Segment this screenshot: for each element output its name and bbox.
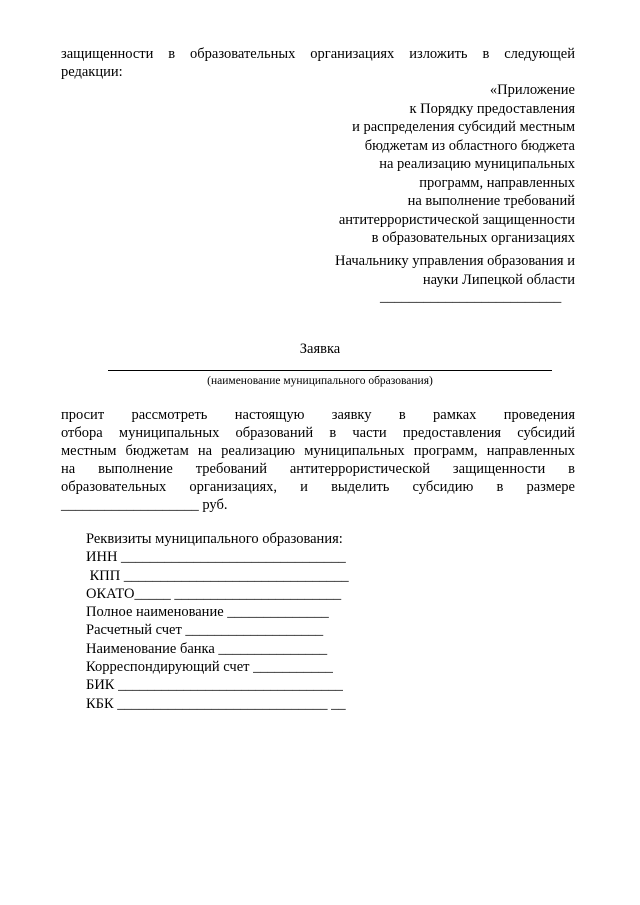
appendix-line: бюджетам из областного бюджета [364, 137, 575, 154]
intro-line-1: защищенности в образовательных организациях изложить в следующей [61, 46, 575, 62]
requisite-okato: ОКАТО_____ _______________________ [86, 585, 342, 602]
municipality-caption: (наименование муниципального образования) [207, 375, 433, 387]
appendix-line: в образовательных организациях [371, 230, 575, 246]
requisite-inn: ИНН _______________________________ [86, 549, 346, 566]
page-title: Заявка [299, 341, 341, 357]
body-line-6: ___________________ руб. [61, 497, 228, 513]
requisite-corr-account: Корреспондирующий счет ___________ [86, 659, 333, 676]
body-line-5: образовательных организациях, и выделить субсидию в размере [61, 479, 575, 495]
body-line-3: местным бюджетам на реализацию муниципальных программ, направленных [61, 443, 575, 459]
body-line-1: просит рассмотреть настоящую заявку в рамках проведения [61, 407, 575, 423]
appendix-line: антитеррористической защищенности [338, 211, 575, 228]
addressee-signature-line: _________________________ [380, 289, 562, 305]
intro-line-2: редакции: [61, 64, 123, 80]
appendix-line: программ, направленных [419, 174, 575, 191]
body-line-2: отбора муниципальных образований в части предоставления субсидий [61, 425, 575, 441]
body-line-4: на выполнение требований антитеррористической защищенности в [61, 461, 575, 477]
addressee-line-1: Начальнику управления образования и [335, 253, 575, 269]
appendix-line: на выполнение требований [407, 193, 575, 209]
requisite-account: Расчетный счет ___________________ [86, 622, 324, 639]
addressee-block [335, 252, 575, 289]
requisite-full-name: Полное наименование ______________ [86, 604, 329, 621]
requisites-block [86, 530, 349, 713]
appendix-block [339, 81, 575, 248]
requisite-bank: Наименование банка _______________ [86, 640, 328, 657]
addressee-line-2: науки Липецкой области [422, 271, 575, 288]
requisites-heading: Реквизиты муниципального образования: [86, 531, 343, 547]
requisite-kbk: КБК _____________________________ __ [86, 695, 346, 712]
appendix-line: и распределения субсидий местным [352, 119, 575, 135]
requisite-kpp: КПП _______________________________ [86, 567, 349, 584]
municipality-name-line [108, 370, 552, 371]
requisite-bik: БИК _______________________________ [86, 677, 343, 694]
appendix-line: к Порядку предоставления [409, 100, 575, 117]
appendix-line: «Приложение [489, 82, 575, 98]
appendix-line: на реализацию муниципальных [379, 156, 575, 172]
